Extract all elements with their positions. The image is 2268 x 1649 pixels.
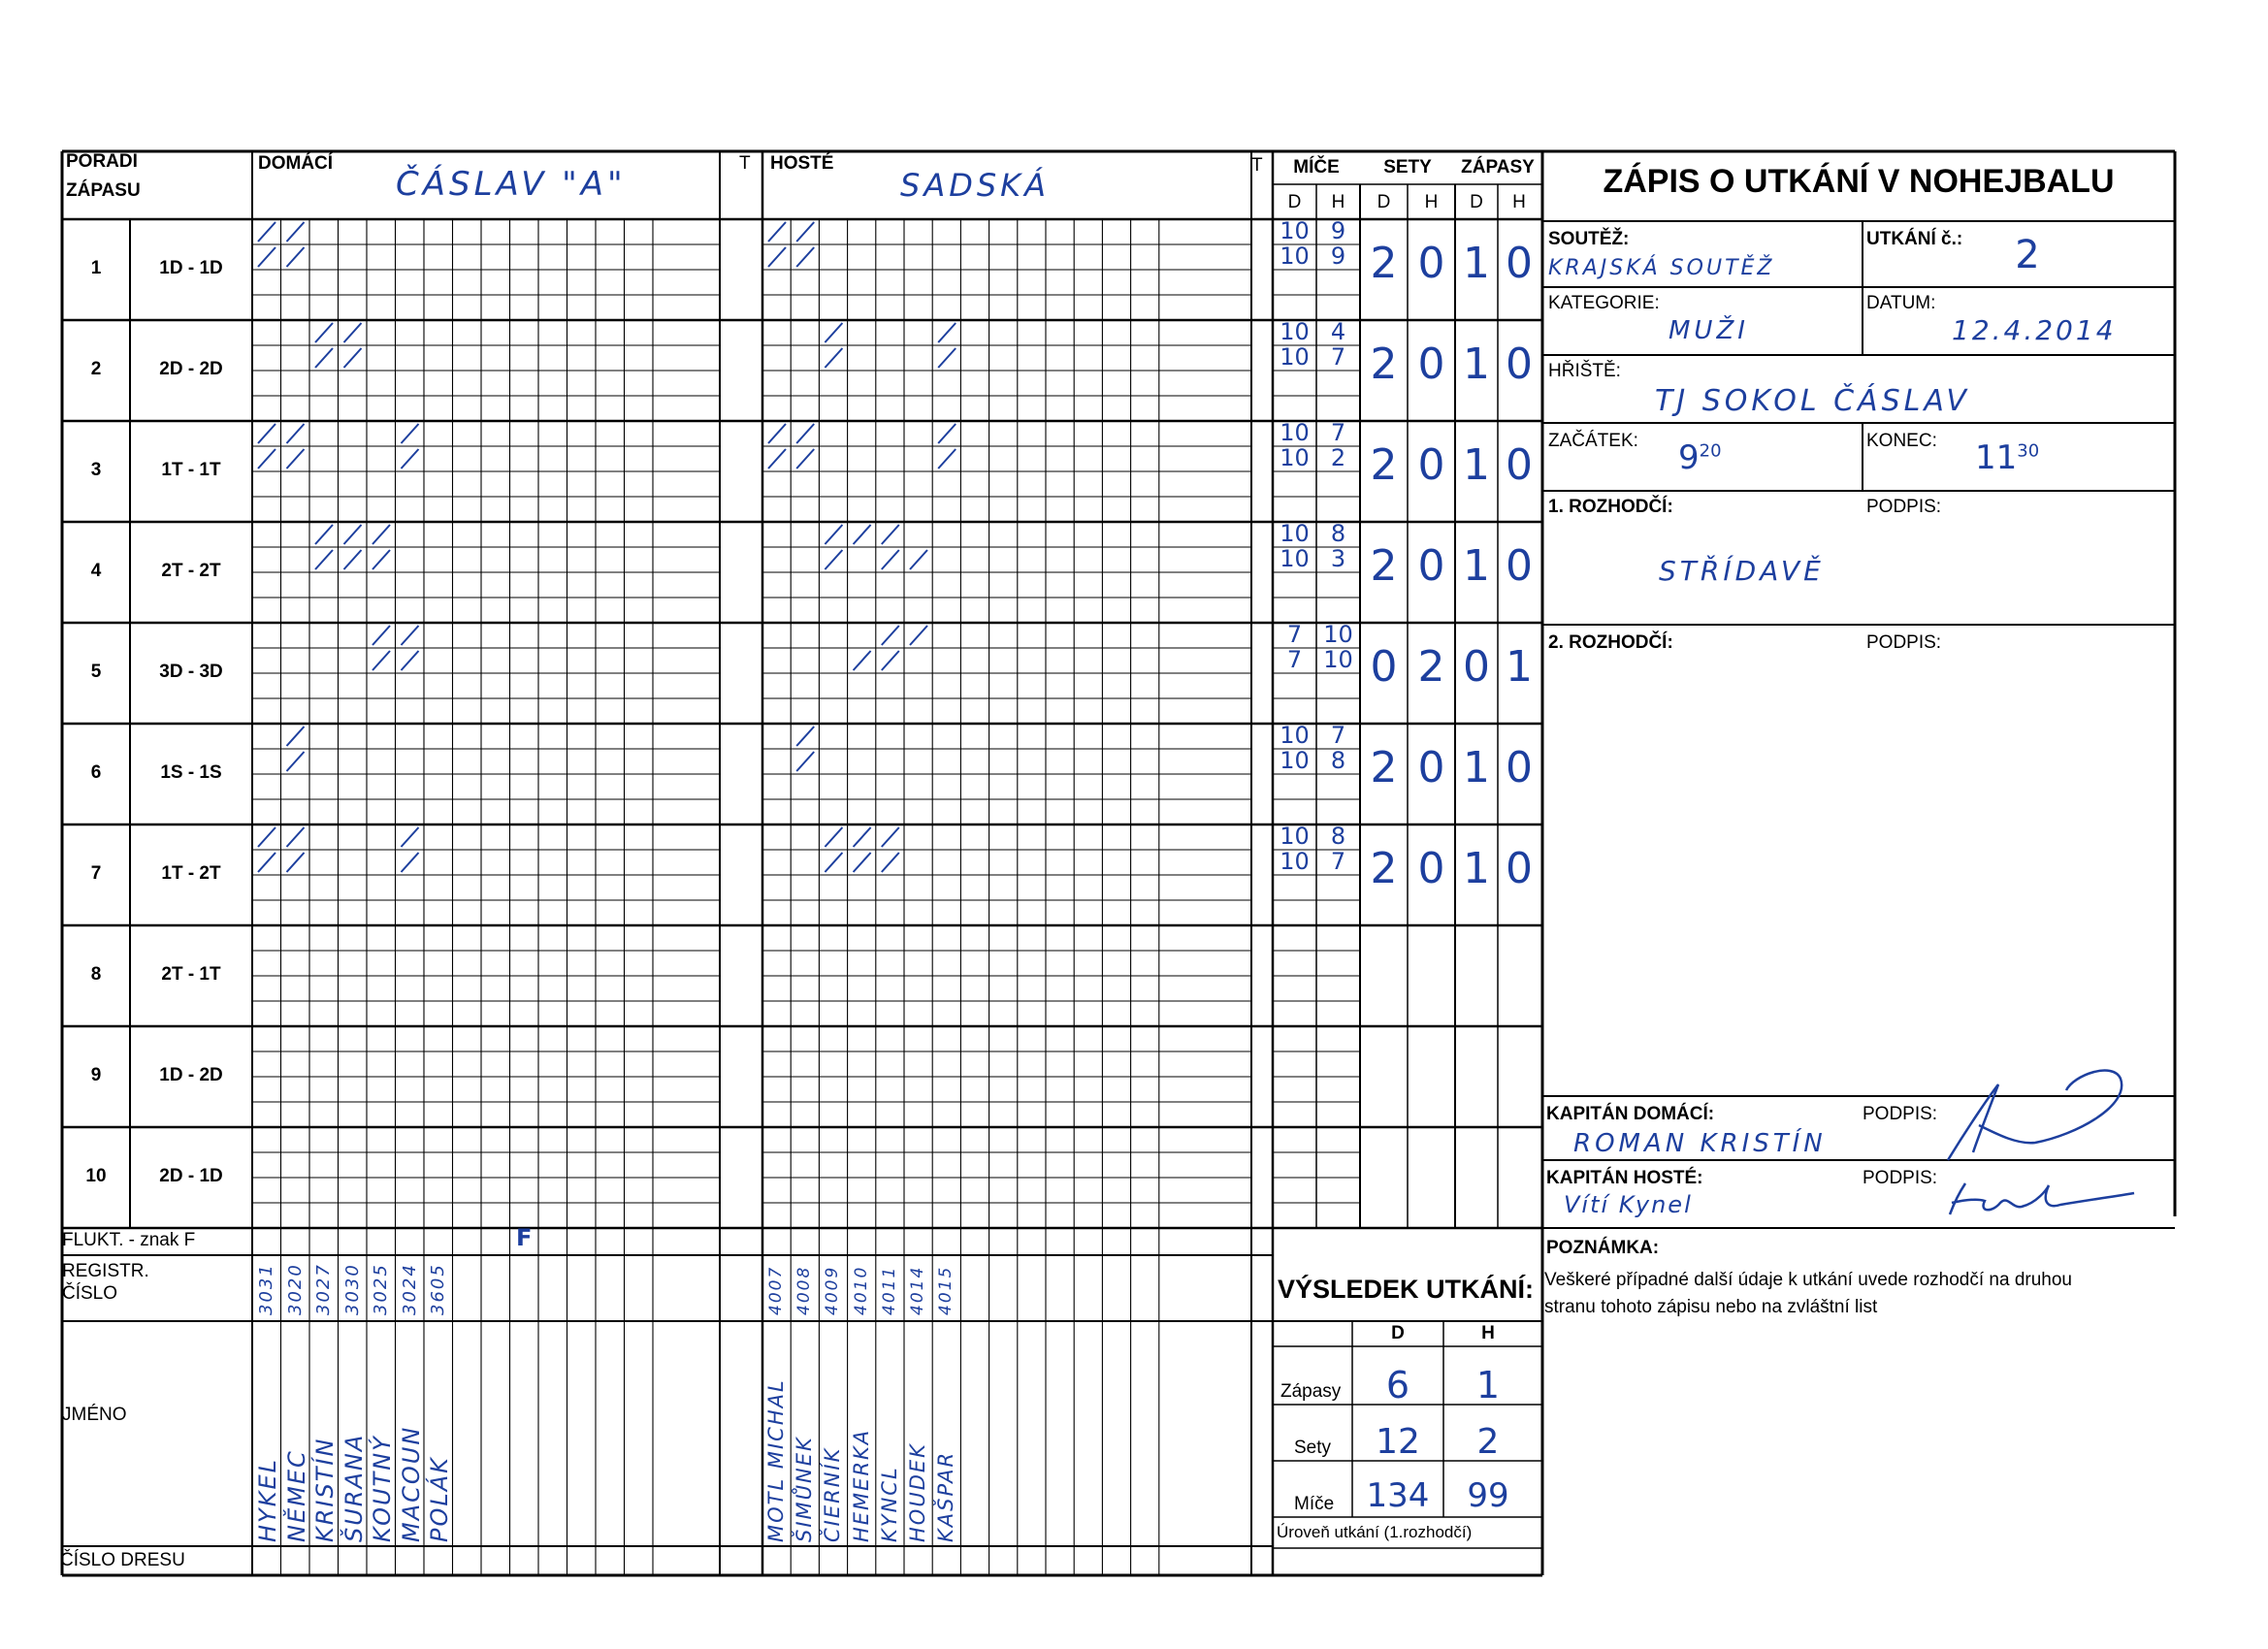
result-mice-guest: 99 (1467, 1476, 1509, 1515)
result-mice-home: 134 (1366, 1476, 1430, 1515)
kategorie-value: MUŽI (1669, 316, 1749, 345)
set1-home-score: 10 (1280, 520, 1310, 547)
sets-home: 2 (1370, 743, 1398, 792)
set2-home-score: 10 (1280, 848, 1310, 875)
sets-home: 0 (1370, 642, 1398, 692)
guest-team-name: SADSKÁ (900, 167, 1051, 204)
sety-d: D (1377, 192, 1391, 212)
guest-registration-number: 4011 (879, 1265, 899, 1315)
result-sety-guest: 2 (1476, 1422, 1500, 1462)
mice-h: H (1331, 192, 1345, 212)
poznamka-label: POZNÁMKA: (1546, 1238, 1660, 1258)
zapasy-h: H (1512, 192, 1526, 212)
guest-player-name: MOTL MICHAL (764, 1378, 788, 1542)
rozhodci2-label: 2. ROZHODČÍ: (1548, 632, 1673, 653)
match-type: 2D - 1D (159, 1166, 223, 1186)
sets-guest: 0 (1417, 340, 1445, 389)
wins-home: 1 (1463, 239, 1490, 288)
home-player-name: KOUTNÝ (369, 1435, 396, 1542)
home-registration-number: 3024 (399, 1263, 420, 1315)
guest-registration-number: 4007 (766, 1265, 786, 1315)
result-title: VÝSLEDEK UTKÁNÍ: (1277, 1275, 1534, 1304)
set1-home-score: 7 (1286, 621, 1303, 648)
match-type: 1T - 2T (161, 863, 221, 884)
sety-header: SETY (1383, 157, 1432, 178)
wins-home: 1 (1463, 541, 1490, 591)
set1-guest-score: 10 (1323, 621, 1353, 648)
set2-guest-score: 8 (1330, 747, 1346, 774)
match-type: 1T - 1T (161, 460, 221, 480)
match-number: 6 (90, 762, 102, 783)
set1-guest-score: 7 (1330, 419, 1346, 446)
set2-guest-score: 3 (1330, 545, 1346, 572)
set2-home-score: 10 (1280, 545, 1310, 572)
result-zapasy-label: Zápasy (1280, 1381, 1342, 1402)
guest-registration-number: 4015 (936, 1265, 956, 1315)
wins-home: 1 (1463, 340, 1490, 389)
sets-guest: 0 (1417, 743, 1445, 792)
result-d-header: D (1391, 1323, 1405, 1343)
guest-registration-number: 4009 (823, 1265, 843, 1315)
match-number: 9 (90, 1065, 102, 1085)
match-type: 2T - 2T (161, 561, 221, 581)
match-type: 3D - 3D (159, 662, 223, 682)
set1-guest-score: 8 (1330, 520, 1346, 547)
kapitan-hoste-value: Vítí Kynel (1564, 1191, 1693, 1218)
form-title: ZÁPIS O UTKÁNÍ V NOHEJBALU (1603, 163, 2115, 200)
poznamka-text: Veškeré případné další údaje k utkání uvede rozhodčí na druhou stranu tohoto zápisu nebo na zvláštní list (1544, 1270, 2072, 1317)
home-label: DOMÁCÍ (258, 153, 334, 174)
soutez-value: KRAJSKÁ SOUTĚŽ (1548, 256, 1775, 280)
mice-d: D (1287, 192, 1302, 212)
set1-home-score: 10 (1280, 823, 1310, 850)
rozhodci2-podpis-label: PODPIS: (1866, 632, 1942, 653)
match-type: 1S - 1S (160, 762, 222, 783)
kapitan-domaci-podpis-label: PODPIS: (1863, 1104, 1938, 1124)
sets-home: 2 (1370, 340, 1398, 389)
home-player-name: HYKEL (254, 1458, 281, 1542)
guest-player-name: ŠIMŮNEK (793, 1436, 817, 1542)
wins-home: 1 (1463, 743, 1490, 792)
match-type: 2T - 1T (161, 964, 221, 985)
wins-guest: 0 (1506, 340, 1533, 389)
guest-label: HOSTÉ (770, 153, 834, 174)
match-number: 7 (90, 863, 102, 884)
match-type: 1D - 2D (159, 1065, 223, 1085)
sets-guest: 0 (1417, 844, 1445, 893)
result-zapasy-guest: 1 (1475, 1364, 1501, 1406)
jmeno-label: JMÉNO (62, 1405, 127, 1425)
order-label: POŘADÍ ZÁPASU (66, 151, 141, 201)
uroven-label: Úroveň utkání (1.rozhodčí) (1277, 1523, 1473, 1541)
result-sety-home: 12 (1376, 1422, 1420, 1462)
kapitan-hoste-label: KAPITÁN HOSTÉ: (1546, 1168, 1703, 1188)
sety-h: H (1424, 192, 1439, 212)
match-type: 1D - 1D (159, 258, 223, 278)
zapasy-d: D (1470, 192, 1483, 212)
home-player-name: KRISTÍN (311, 1437, 339, 1542)
wins-home: 0 (1463, 642, 1490, 692)
kapitan-domaci-value: ROMAN KRISTÍN (1573, 1129, 1827, 1158)
wins-guest: 1 (1506, 642, 1533, 692)
set2-guest-score: 10 (1323, 646, 1353, 673)
guest-registration-number: 4014 (908, 1265, 927, 1315)
home-t-label: T (739, 153, 751, 174)
home-flukt-mark: F (516, 1224, 533, 1251)
sets-home: 2 (1370, 541, 1398, 591)
wins-guest: 0 (1506, 239, 1533, 288)
guest-registration-number: 4010 (851, 1265, 871, 1315)
home-player-name: NĚMEC (282, 1449, 310, 1542)
konec-label: KONEC: (1866, 431, 1937, 451)
sets-home: 2 (1370, 440, 1398, 490)
set2-guest-score: 7 (1330, 343, 1346, 371)
kapitan-domaci-label: KAPITÁN DOMÁCÍ: (1546, 1104, 1715, 1124)
set2-home-score: 10 (1280, 444, 1310, 471)
utkani-label: UTKÁNÍ č.: (1866, 229, 1963, 249)
rozhodci1-podpis-label: PODPIS: (1866, 497, 1942, 517)
home-registration-number: 3031 (256, 1263, 276, 1315)
kategorie-label: KATEGORIE: (1548, 293, 1660, 313)
result-sety-label: Sety (1294, 1438, 1332, 1458)
flukt-label: FLUKT. - znak F (62, 1230, 196, 1250)
mice-header: MÍČE (1293, 157, 1340, 178)
set2-home-score: 10 (1280, 242, 1310, 270)
home-registration-number: 3030 (341, 1263, 363, 1315)
result-mice-label: Míče (1294, 1494, 1335, 1514)
set1-home-score: 10 (1280, 217, 1310, 244)
match-number: 1 (90, 258, 102, 278)
set1-guest-score: 9 (1330, 217, 1346, 244)
match-number: 2 (90, 359, 102, 379)
set1-guest-score: 7 (1330, 722, 1346, 749)
guest-player-name: KYNCL (877, 1466, 901, 1542)
set2-guest-score: 7 (1330, 848, 1346, 875)
guest-player-name: HOUDEK (906, 1442, 929, 1542)
wins-guest: 0 (1506, 440, 1533, 490)
set1-guest-score: 4 (1330, 318, 1346, 345)
match-number: 4 (90, 561, 102, 581)
konec-value: $11^{30}$ (1975, 438, 2040, 477)
home-player-name: ŠURANA (340, 1433, 368, 1542)
home-team-name: ČÁSLAV "A" (396, 165, 627, 204)
set2-home-score: 10 (1280, 747, 1310, 774)
match-number: 8 (90, 964, 102, 985)
hriste-value: TJ SOKOL ČÁSLAV (1655, 384, 1970, 418)
utkani-value: 2 (2015, 233, 2040, 277)
guest-player-name: ČIERNÍK (821, 1446, 845, 1542)
wins-home: 1 (1463, 440, 1490, 490)
zacatek-label: ZAČÁTEK: (1548, 431, 1638, 451)
home-player-name: POLÁK (426, 1456, 453, 1542)
match-number: 10 (85, 1166, 107, 1186)
home-registration-number: 3020 (284, 1263, 306, 1315)
match-number: 5 (90, 662, 102, 682)
rozhodci1-value: STŘÍDAVĚ (1659, 555, 1825, 587)
home-player-name: MACOUN (397, 1425, 425, 1542)
datum-label: DATUM: (1866, 293, 1936, 313)
result-zapasy-home: 6 (1385, 1364, 1410, 1406)
datum-value: 12.4.2014 (1952, 314, 2117, 346)
cislo-dresu-label: ČÍSLO DRESU (60, 1550, 185, 1570)
set1-home-score: 10 (1280, 419, 1310, 446)
match-number: 3 (90, 460, 102, 480)
set1-home-score: 10 (1280, 722, 1310, 749)
guest-registration-number: 4008 (794, 1265, 815, 1315)
soutez-label: SOUTĚŽ: (1548, 229, 1630, 249)
home-registration-number: 3027 (313, 1263, 334, 1315)
home-registration-number: 3605 (428, 1263, 448, 1315)
registr-label: REGISTR. ČÍSLO (62, 1261, 149, 1304)
sets-guest: 0 (1417, 239, 1445, 288)
rozhodci1-label: 1. ROZHODČÍ: (1548, 497, 1673, 517)
set2-home-score: 10 (1280, 343, 1310, 371)
wins-guest: 0 (1506, 844, 1533, 893)
wins-guest: 0 (1506, 743, 1533, 792)
set2-guest-score: 2 (1330, 444, 1346, 471)
guest-player-name: HEMERKA (849, 1428, 873, 1542)
wins-home: 1 (1463, 844, 1490, 893)
sets-guest: 2 (1417, 642, 1445, 692)
match-type: 2D - 2D (159, 359, 223, 379)
sets-home: 2 (1370, 239, 1398, 288)
sets-guest: 0 (1417, 541, 1445, 591)
home-registration-number: 3025 (371, 1263, 391, 1315)
kapitan-hoste-podpis-label: PODPIS: (1863, 1168, 1938, 1188)
set2-home-score: 7 (1286, 646, 1303, 673)
sets-guest: 0 (1417, 440, 1445, 490)
guest-player-name: KAŠPAR (934, 1450, 958, 1542)
set2-guest-score: 9 (1330, 242, 1346, 270)
zapasy-header: ZÁPASY (1461, 157, 1535, 178)
zacatek-value: $9^{20}$ (1678, 438, 1722, 477)
wins-guest: 0 (1506, 541, 1533, 591)
set1-guest-score: 8 (1330, 823, 1346, 850)
hriste-label: HŘIŠTĚ: (1548, 361, 1621, 381)
guest-t-label: T (1251, 155, 1263, 176)
set1-home-score: 10 (1280, 318, 1310, 345)
sets-home: 2 (1370, 844, 1398, 893)
result-h-header: H (1481, 1323, 1495, 1343)
